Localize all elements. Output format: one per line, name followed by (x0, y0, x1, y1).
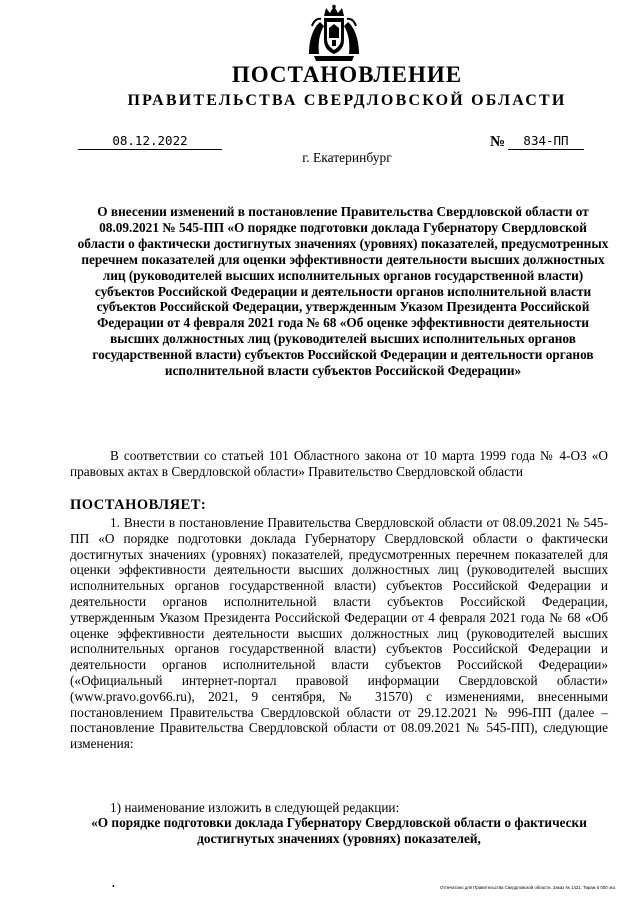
item-1-paragraph: 1. Внести в постановление Правительства Свердловской области от 08.09.2021 № 545-ПП «О порядке подготовки доклада Губернатору Свердловской области о фактически достигнутых значениях (уровнях) показателей, предусмотренных перечнем показателей для оценки эффективности деятельности высших должностных лиц (руководителей высших исполнительных органов государственной власти) субъектов Российской Федерации и деятельности органов исполнительной власти субъектов Российской Федерации, утвержденным Указом Президента Российской Федерации от 4 февраля 2021 года № 68 «Об оценке эффективности деятельности высших должностных лиц (руководителей высших исполнительных органов государственной власти) субъектов Российской Федерации и деятельности органов исполнительной власти субъектов Российской Федерации» («Официальный интернет-портал правовой информации Свердловской области» (www.pravo.gov66.ru), 2021, 9 сентября, № 31570) с изменениями, внесенными постановлением Правительства Свердловской области от 29.12.2021 № 996-ПП (далее – постановление Правительства Свердловской области от 08.09.2021 № 545-ПП), следующие изменения: (70, 515, 608, 752)
resolves-label: ПОСТАНОВЛЯЕТ: (70, 497, 207, 513)
coat-of-arms-icon (306, 4, 362, 62)
quoted-new-title: «О порядке подготовки доклада Губернатору Свердловской области о фактически достигнутых значениях (уровнях) показателей, (91, 815, 587, 846)
footer-dot: • (112, 882, 115, 891)
document-date: 08.12.2022 (78, 133, 222, 150)
document-issuer: ПРАВИТЕЛЬСТВА СВЕРДЛОВСКОЙ ОБЛАСТИ (127, 92, 567, 109)
resolution-heading: О внесении изменений в постановление Правительства Свердловской области от 08.09.2021 № 545-ПП «О порядке подготовки доклада Губернатору Свердловской области о фактически достигнутых значениях (уровнях) показателей, предусмотренных перечнем показателей для оценки эффективности деятельности высших должностных лиц (руководителей высших исполнительных органов государственной власти) субъектов Российской Федерации и деятельности органов исполнительной власти субъектов Российской Федерации, утвержденным Указом Президента Российской Федерации от 4 февраля 2021 года № 68 «Об оценке эффективности деятельности высших должностных лиц (руководителей высших исполнительных органов государственной власти) субъектов Российской Федерации и деятельности органов исполнительной власти субъектов Российской Федерации» (77, 204, 609, 379)
subitem-1-paragraph: 1) наименование изложить в следующей редакции: (110, 800, 400, 815)
document-title: ПОСТАНОВЛЕНИЕ (231, 62, 463, 87)
document-number: 834-ПП (508, 133, 584, 150)
print-note: Отпечатано для Правительства Свердловской области. Заказ № 1421. Тираж 5 000 экз. (440, 885, 616, 890)
number-sign: № (490, 134, 506, 150)
city-line: г. Екатеринбург (302, 150, 392, 165)
preamble-paragraph: В соответствии со статьей 101 Областного закона от 10 марта 1999 года № 4-ОЗ «О правовых актах в Свердловской области» Правительство Свердловской области (70, 448, 608, 479)
